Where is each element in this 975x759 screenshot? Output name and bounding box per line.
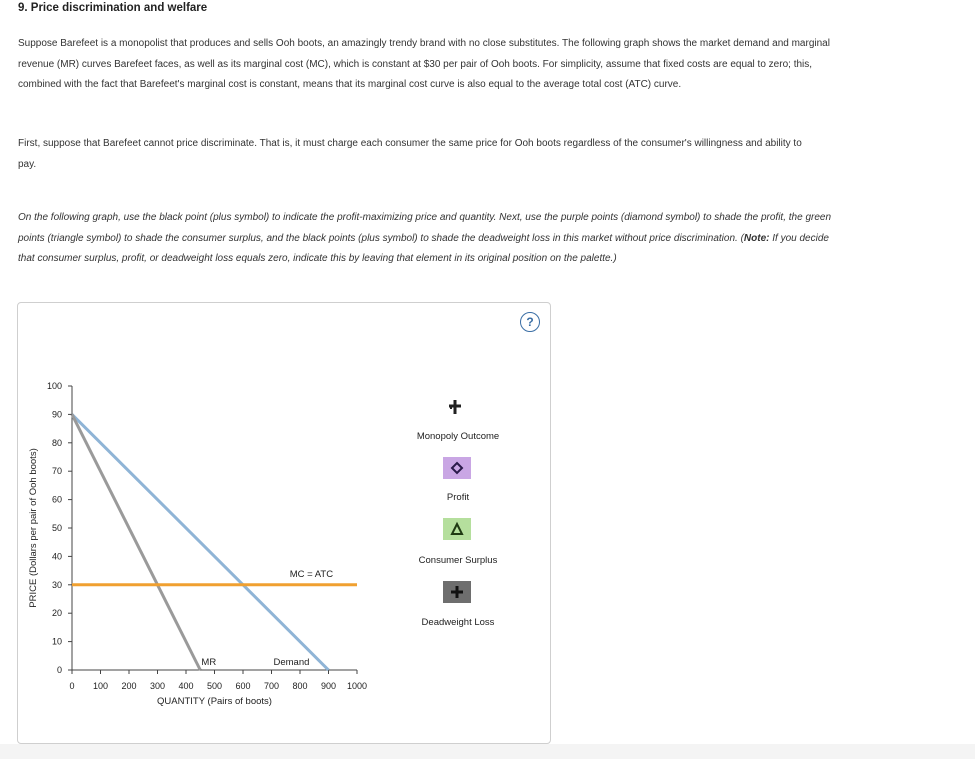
y-tick-label: 0 (56, 665, 62, 675)
deadweight-loss-tool[interactable] (443, 581, 471, 603)
demand-curve-label: Demand (273, 657, 310, 668)
y-tick-label: 100 (46, 381, 62, 391)
x-tick-label: 700 (263, 681, 280, 691)
x-tick-label: 0 (69, 681, 75, 691)
x-tick-label: 1000 (346, 681, 368, 691)
instructions-text-b: If you decide that consumer surplus, profit, or deadweight loss equals zero, indicate this by leaving that element in its original position on the palette.) (18, 232, 829, 264)
x-tick-label: 100 (92, 681, 109, 691)
question-heading: 9. Price discrimination and welfare (18, 2, 208, 14)
mr-curve-label: MR (201, 657, 217, 668)
y-tick-label: 20 (51, 608, 62, 619)
x-tick-label: 200 (121, 681, 137, 691)
y-axis-title: PRICE (Dollars per pair of Ooh boots) (28, 448, 39, 608)
x-tick-label: 400 (178, 681, 194, 691)
demand-curve (72, 414, 329, 670)
y-tick-label: 80 (51, 437, 62, 448)
x-tick-label: 300 (149, 681, 166, 691)
y-tick-label: 30 (51, 579, 62, 590)
x-tick-label: 600 (235, 681, 251, 691)
profit-label: Profit (446, 492, 470, 503)
y-tick-label: 90 (51, 409, 62, 420)
assumption-paragraph: First, suppose that Barefeet cannot price discriminate. That is, it must charge each consumer the same price for Ooh boots regardless of the consumer's willingness and ability to pay. (18, 138, 802, 170)
profit-tool[interactable] (443, 457, 471, 479)
plus-icon (443, 581, 471, 603)
intro-paragraph: Suppose Barefeet is a monopolist that produces and sells Ooh boots, an amazingly trendy brand with no close substitutes. The following graph shows the market demand and marginal revenue (MR) curves Barefeet faces, as well as its marginal cost (MC), which is constant at $30 per pair of Ooh boots. For simplicity, assume that fixed costs are equal to zero; this, combined with the fact that Barefeet's marginal cost is constant, means that its marginal cost curve is also equal to the average total cost (ATC) curve. (18, 38, 830, 90)
y-tick-label: 60 (51, 494, 62, 505)
instructions-note-label: Note: (743, 232, 770, 244)
footer-bar (0, 744, 975, 759)
y-tick-label: 40 (51, 551, 62, 562)
mc-atc-curve-label: MC = ATC (289, 568, 334, 580)
help-icon[interactable]: ? (520, 312, 540, 332)
monopoly-outcome-label: Monopoly Outcome (416, 431, 500, 442)
monopoly-outcome-tool[interactable] (443, 394, 471, 416)
y-tick-label: 10 (51, 636, 62, 647)
deadweight-loss-label: Deadweight Loss (421, 617, 495, 628)
x-tick-label: 900 (320, 681, 337, 691)
consumer-surplus-label: Consumer Surplus (418, 555, 498, 566)
diamond-icon (443, 457, 471, 479)
y-tick-label: 50 (51, 523, 62, 533)
x-tick-label: 500 (206, 681, 223, 691)
consumer-surplus-tool[interactable] (443, 518, 471, 540)
mr-curve (72, 414, 200, 670)
x-axis-title: QUANTITY (Pairs of boots) (157, 696, 272, 707)
instructions-text-a: On the following graph, use the black point (plus symbol) to indicate the profit-maximizing price and quantity. Next, use the purple points (diamond symbol) to shade the profit, the green points (triangle symbol) to shade the consumer surplus, and the black points (plus symbol) to shade the deadweight loss in this market without price discrimination. ( (18, 212, 832, 244)
triangle-icon (443, 518, 471, 540)
x-tick-label: 800 (292, 681, 308, 691)
y-tick-label: 70 (51, 466, 62, 477)
plus-point-icon (443, 394, 471, 416)
